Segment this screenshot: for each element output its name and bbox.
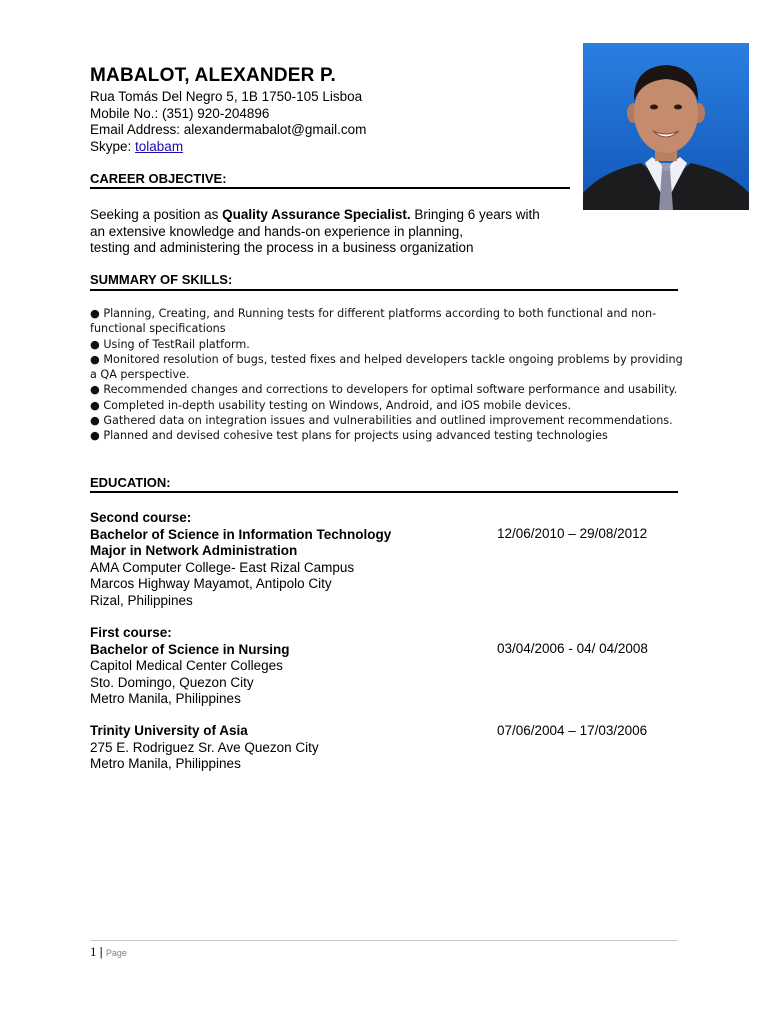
career-objective-text xyxy=(90,207,540,257)
first-course-school: Capitol Medical Center Colleges xyxy=(90,658,283,673)
profile-photo xyxy=(583,43,749,210)
career-line1-post: Bringing 6 years with xyxy=(410,207,540,222)
third-school-dates: 07/06/2004 – 17/03/2006 xyxy=(497,723,648,738)
skill-item: ● Monitored resolution of bugs, tested fixes and helped developers tackle ongoing problems by providing a QA perspective. xyxy=(90,352,687,382)
skills-heading: SUMMARY OF SKILLS: xyxy=(90,272,233,287)
second-course-address-1: Marcos Highway Mayamot, Antipolo City xyxy=(90,576,332,591)
career-line1-pre: Seeking a position as xyxy=(90,207,223,222)
skype xyxy=(90,139,366,156)
page-number: 1 xyxy=(90,944,97,959)
contact-block xyxy=(90,89,366,155)
address: Rua Tomás Del Negro 5, 1B 1750-105 Lisboa xyxy=(90,89,363,104)
page-footer xyxy=(90,944,127,960)
skill-item: ● Planning, Creating, and Running tests for different platforms according to both functional and non-functional specifications xyxy=(90,307,657,336)
career-line3: testing and administering the process in a business organization xyxy=(90,240,474,255)
page-label: Page xyxy=(105,948,127,958)
education-third-school xyxy=(90,723,670,773)
skills-list xyxy=(90,306,690,444)
mobile-number: Mobile No.: (351) 920-204896 xyxy=(90,105,270,121)
education-second-course xyxy=(90,510,670,609)
second-course-degree: Bachelor of Science in Information Technology xyxy=(90,526,392,542)
first-course-address-2: Metro Manila, Philippines xyxy=(90,691,241,706)
page-separator: | xyxy=(96,944,106,959)
skype-label: Skype: xyxy=(90,138,136,154)
third-school-address-1: 275 E. Rodriguez Sr. Ave Quezon City xyxy=(90,739,319,755)
education-rule xyxy=(90,491,678,493)
career-line1-bold: Quality Assurance Specialist. xyxy=(222,207,411,222)
first-course-address-1: Sto. Domingo, Quezon City xyxy=(90,674,254,690)
second-course-address-2: Rizal, Philippines xyxy=(90,592,193,608)
skill-item: ● Planned and devised cohesive test plans for projects using advanced testing technologies xyxy=(90,429,608,443)
third-school-name: Trinity University of Asia xyxy=(90,723,248,738)
career-objective-heading: CAREER OBJECTIVE: xyxy=(90,171,227,186)
skill-item: ● Gathered data on integration issues and vulnerabilities and outlined improvement recommendations. xyxy=(90,414,673,428)
second-course-dates: 12/06/2010 – 29/08/2012 xyxy=(497,526,648,541)
skills-rule xyxy=(90,289,678,291)
skill-item: ● Using of TestRail platform. xyxy=(90,337,250,351)
first-course-degree: Bachelor of Science in Nursing xyxy=(90,641,290,657)
second-course-school: AMA Computer College- East Rizal Campus xyxy=(90,559,355,575)
education-heading: EDUCATION: xyxy=(90,475,171,490)
third-school-address-2: Metro Manila, Philippines xyxy=(90,756,241,771)
profile-photo-illustration xyxy=(583,43,749,210)
second-course-major: Major in Network Administration xyxy=(90,543,298,558)
career-objective-rule xyxy=(90,187,570,189)
career-line2: an extensive knowledge and hands-on experience in planning, xyxy=(90,223,464,239)
skill-item: ● Recommended changes and corrections to developers for optimal software performance and usability. xyxy=(90,383,678,397)
skill-item: ● Completed in-depth usability testing on Windows, Android, and iOS mobile devices. xyxy=(90,398,572,412)
second-course-label: Second course: xyxy=(90,510,192,525)
footer-rule xyxy=(90,940,678,941)
applicant-name: MABALOT, ALEXANDER P. xyxy=(90,65,336,86)
education-first-course xyxy=(90,625,670,708)
first-course-dates: 03/04/2006 - 04/ 04/2008 xyxy=(497,641,648,656)
first-course-label: First course: xyxy=(90,625,172,640)
skype-link[interactable]: tolabam xyxy=(135,138,184,154)
email-address: Email Address: alexandermabalot@gmail.com xyxy=(90,122,367,137)
